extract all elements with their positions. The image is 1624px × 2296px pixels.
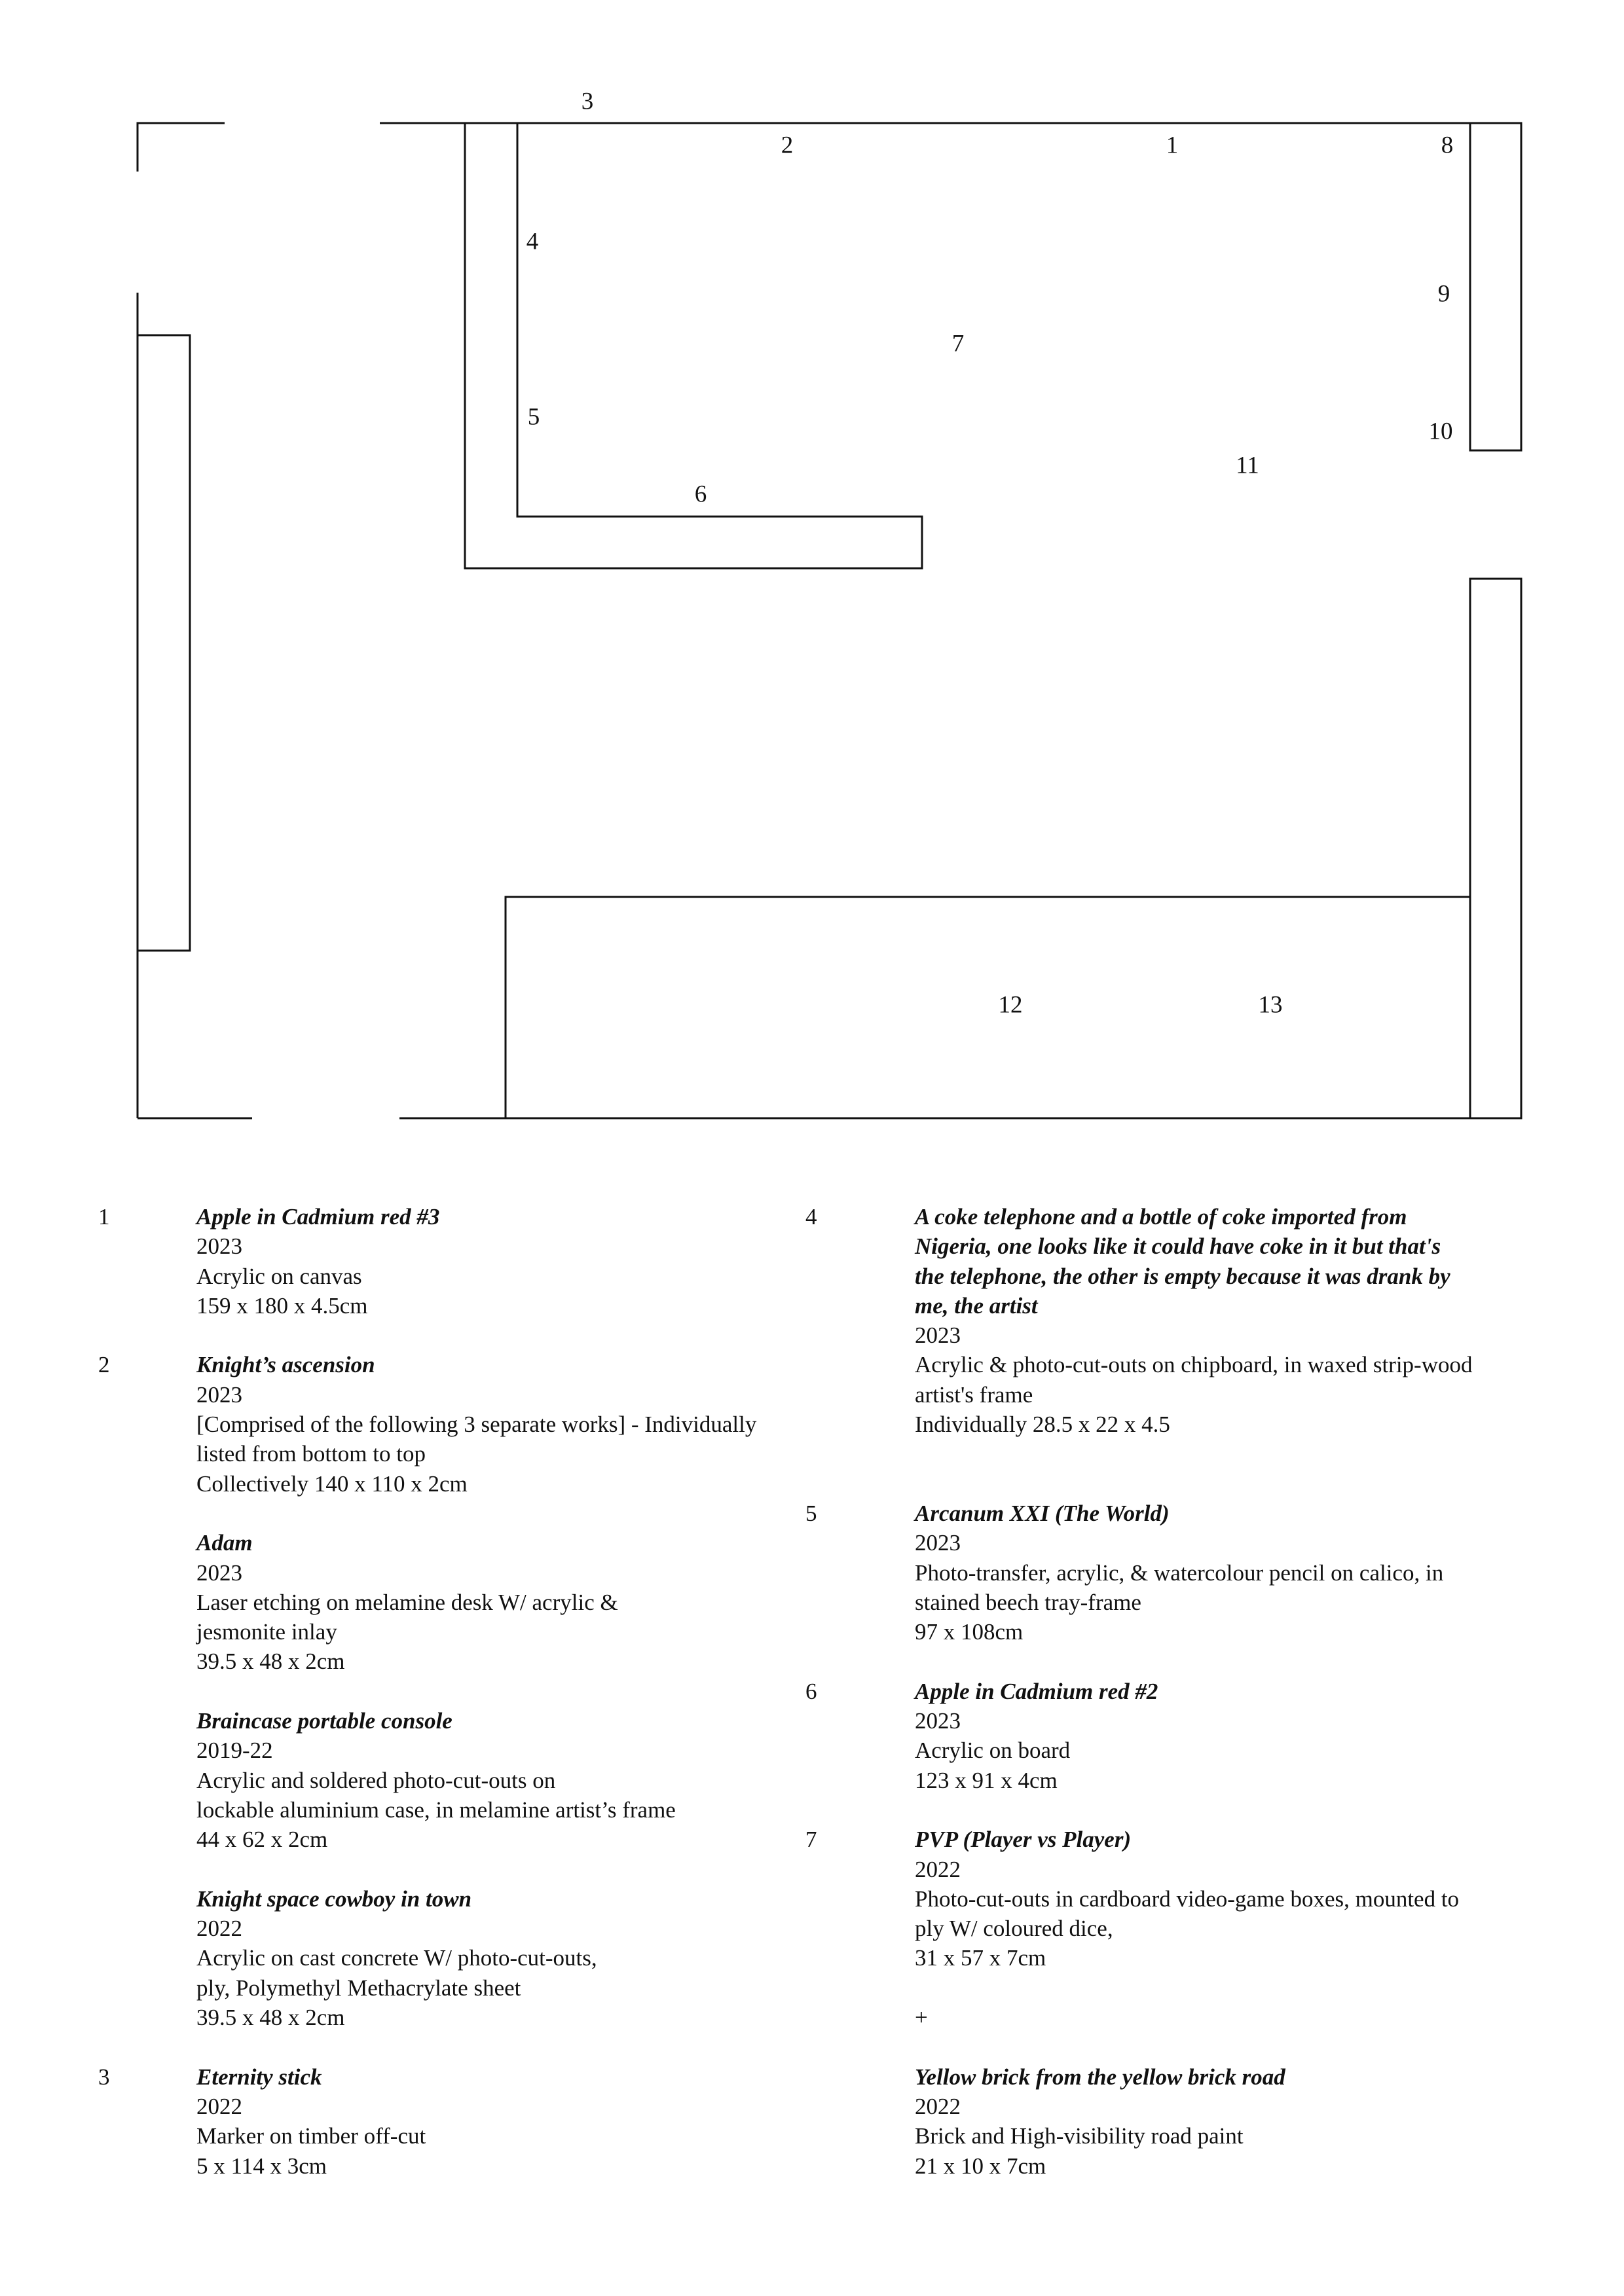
work-size: 97 x 108cm [915,1619,1024,1645]
work-medium: Acrylic on cast concrete W/ photo-cut-outs, [196,1945,597,1971]
inner-l-wall [465,123,922,568]
marker-11: 11 [1236,452,1259,479]
sub-work-braincase [196,1706,805,1854]
bottom-plinth [506,897,1470,1118]
marker-4: 4 [526,228,539,255]
work-title: Yellow brick from the yellow brick road [915,2064,1285,2090]
marker-13: 13 [1258,991,1283,1019]
work-medium: Acrylic on board [915,1738,1071,1764]
work-medium: ply W/ coloured dice, [915,1916,1113,1942]
work-medium: Photo-transfer, acrylic, & watercolour pencil on calico, in [915,1559,1444,1586]
marker-8: 8 [1441,132,1454,159]
work-medium: Photo-cut-outs in cardboard video-game boxes, mounted to [915,1886,1460,1912]
work-note: [Comprised of the following 3 separate works] - Individually [196,1412,757,1438]
work-title: Arcanum XXI (The World) [915,1500,1170,1526]
work-year: 2023 [915,1708,961,1734]
work-title: Nigeria, one looks like it could have coke in it but that's [915,1233,1441,1260]
work-medium: jesmonite inlay [196,1619,337,1645]
work-number: 4 [805,1204,817,1230]
works-list-right [805,1202,1545,2181]
marker-12: 12 [998,991,1023,1019]
work-year: 2022 [915,1856,961,1882]
work-title: PVP (Player vs Player) [915,1827,1132,1853]
work-entry-1 [98,1202,805,1321]
work-size: 31 x 57 x 7cm [915,1945,1046,1971]
marker-2: 2 [781,132,794,159]
wall-top-left [138,123,225,172]
work-year: 2022 [196,1916,242,1942]
marker-9: 9 [1437,280,1450,308]
work-size: 39.5 x 48 x 2cm [196,2005,345,2031]
sub-work-adam [196,1528,805,1676]
work-entry-7 [805,1825,1545,2181]
marker-1: 1 [1166,132,1179,159]
work-medium: ply, Polymethyl Methacrylate sheet [196,1975,521,2001]
work-title: me, the artist [915,1292,1038,1319]
work-number: 7 [805,1827,817,1853]
sub-work-knight-space-cowboy [196,1884,805,2032]
work-size: 44 x 62 x 2cm [196,1827,328,1853]
work-number: 1 [98,1204,110,1230]
work-entry-3 [98,2062,805,2181]
work-title: A coke telephone and a bottle of coke imported from [915,1204,1407,1230]
right-panel-bottom [1470,579,1521,1118]
work-number: 3 [98,2064,110,2090]
work-year: 2019-22 [196,1738,273,1764]
work-entry-4 [805,1202,1545,1439]
work-title: Braincase portable console [196,1708,452,1734]
work-size: 39.5 x 48 x 2cm [196,1649,345,1675]
work-year: 2022 [196,2093,242,2119]
work-medium: Laser etching on melamine desk W/ acrylic & [196,1589,618,1615]
work-title: Knight space cowboy in town [196,1886,472,1912]
work-title: Apple in Cadmium red #3 [196,1204,440,1230]
work-size: 123 x 91 x 4cm [915,1767,1058,1793]
work-medium: Brick and High-visibility road paint [915,2123,1244,2149]
left-panel [138,335,190,951]
work-medium: Acrylic and soldered photo-cut-outs on [196,1767,556,1793]
marker-5: 5 [527,403,540,431]
marker-7: 7 [951,330,965,357]
work-size: 5 x 114 x 3cm [196,2153,327,2179]
work-title: Knight’s ascension [196,1352,375,1378]
work-title: Apple in Cadmium red #2 [915,1678,1158,1704]
marker-3: 3 [581,88,594,115]
work-medium: Acrylic on canvas [196,1263,362,1289]
sub-work-yellow-brick [915,2062,1545,2181]
marker-6: 6 [694,481,707,508]
work-entry-2 [98,1350,805,2032]
work-year: 2023 [196,1381,242,1408]
work-medium: Acrylic & photo-cut-outs on chipboard, in waxed strip-wood [915,1352,1473,1378]
work-number: 2 [98,1352,110,1378]
work-year: 2022 [915,2093,961,2119]
work-note: listed from bottom to top [196,1441,426,1467]
work-size: Collectively 140 x 110 x 2cm [196,1470,468,1497]
work-year: 2023 [196,1559,242,1586]
work-number: 6 [805,1678,817,1704]
work-medium: artist's frame [915,1381,1033,1408]
work-entry-6 [805,1677,1545,1795]
work-title: the telephone, the other is empty because it was drank by [915,1263,1450,1289]
work-medium: stained beech tray-frame [915,1589,1141,1615]
right-panel-top [1470,123,1521,450]
works-list-left [98,1202,805,2181]
work-year: 2023 [196,1233,242,1260]
work-medium: lockable aluminium case, in melamine artist’s frame [196,1796,676,1823]
work-entry-5 [805,1499,1545,1647]
work-size: 21 x 10 x 7cm [915,2153,1046,2179]
work-title: Adam [196,1530,253,1556]
work-size: Individually 28.5 x 22 x 4.5 [915,1412,1170,1438]
work-title: Eternity stick [196,2064,322,2090]
work-year: 2023 [915,1322,961,1349]
work-size: 159 x 180 x 4.5cm [196,1292,368,1319]
work-number: 5 [805,1500,817,1526]
marker-10: 10 [1428,418,1453,445]
plus-sign: + [915,2005,928,2031]
work-year: 2023 [915,1530,961,1556]
work-medium: Marker on timber off-cut [196,2123,426,2149]
